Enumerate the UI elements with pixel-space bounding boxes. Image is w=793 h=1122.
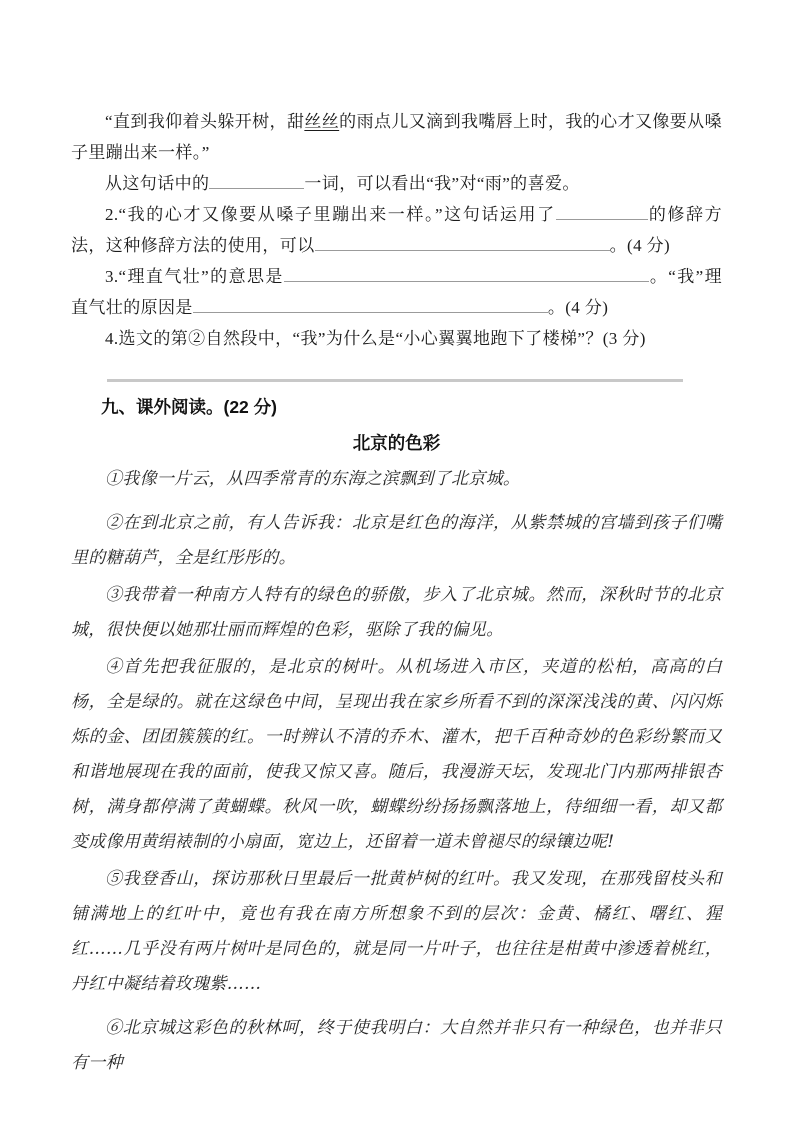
q2-part2: 的修辞方法，这种修辞方法的使用，可以 (71, 205, 722, 255)
q3-part3: 。(4 分) (547, 298, 609, 317)
q2-answer-blank-1 (556, 204, 648, 220)
passage-paragraph-3: ③我带着一种南方人特有的绿色的骄傲，步入了北京城。然而，深秋时节的北京城，很快便以她那壮丽而辉煌的色彩，驱除了我的偏见。 (71, 585, 722, 640)
passage-paragraph-5: ⑤我登香山，探访那秋日里最后一批黄栌树的红叶。我又发现，在那残留枝头和铺满地上的红叶中，竟也有我在南方所想象不到的层次：金黄、橘红、曙红、猩红……几乎没有两片树叶是同色的，就是同一片叶子，也往往是柑黄中渗透着桃红，丹红中凝结着玫瑰紫…… (71, 869, 722, 994)
q3-answer-blank-2 (193, 297, 548, 313)
passage-paragraph-2: ②在到北京之前，有人告诉我：北京是红色的海洋，从紫禁城的宫墙到孩子们嘴里的糖葫芦，全是红彤彤的。 (71, 513, 722, 568)
reading-passage (71, 462, 722, 1081)
q2-answer-blank-2 (315, 235, 610, 251)
q3-answer-blank-1 (284, 266, 649, 282)
q1-answer-blank (209, 173, 304, 189)
q4-text: 4.选文的第②自然段中，“我”为什么是“小心翼翼地跑下了楼梯”？(3 分) (105, 329, 646, 348)
underlined-word: 丝丝 (304, 112, 340, 131)
passage-paragraph-4: ④首先把我征服的，是北京的树叶。从机场进入市区，夹道的松柏，高高的白杨，全是绿的。就在这绿色中间，呈现出我在家乡所看不到的深深浅浅的黄、闪闪烁烁的金、团团簇簇的红。一时辨认不清的乔木、灌木，把千百种奇妙的色彩纷繁而又和谐地展现在我的面前，使我又惊又喜。随后，我漫游天坛，发现北门内那两排银杏树，满身都停满了黄蝴蝶。秋风一吹，蝴蝶纷纷扬扬飘落地上，待细细一看，却又都变成像用黄绢裱制的小扇面，宽边上，还留着一道未曾褪尽的绿镶边呢! (71, 657, 722, 852)
passage-paragraph-6: ⑥北京城这彩色的秋林呵，终于使我明白：大自然并非只有一种绿色，也并非只有一种 (71, 1018, 722, 1073)
q2-part3: 。(4 分) (609, 236, 671, 255)
section-divider-line (107, 379, 683, 382)
passage-title: 北京的色彩 (352, 433, 441, 453)
quote-text-part2: 的雨点儿又滴到我嘴唇上时，我的心才又像要从嗓子里蹦出来一样。” (71, 112, 722, 162)
q1-prefix: 从这句话中的 (105, 174, 210, 193)
q3-part2: 。“我”理直气壮的原因是 (71, 267, 723, 317)
question-3 (71, 261, 722, 323)
question-2 (71, 199, 722, 261)
quote-text-part1: “直到我仰着头躲开树，甜 (105, 112, 305, 131)
q1-suffix: 一词，可以看出“我”对“雨”的喜爱。 (304, 174, 580, 193)
reading-questions-section (71, 106, 722, 354)
q3-part1: 3.“理直气壮”的意思是 (105, 267, 284, 286)
quote-paragraph (71, 106, 722, 168)
section-9-heading: 九、课外阅读。(22 分) (101, 397, 277, 417)
q2-part1: 2.“我的心才又像要从嗓子里蹦出来一样。”这句话运用了 (105, 205, 556, 224)
question-4 (71, 323, 722, 354)
question-1 (71, 168, 722, 199)
passage-paragraph-1: ①我像一片云，从四季常青的东海之滨飘到了北京城。 (105, 469, 521, 489)
